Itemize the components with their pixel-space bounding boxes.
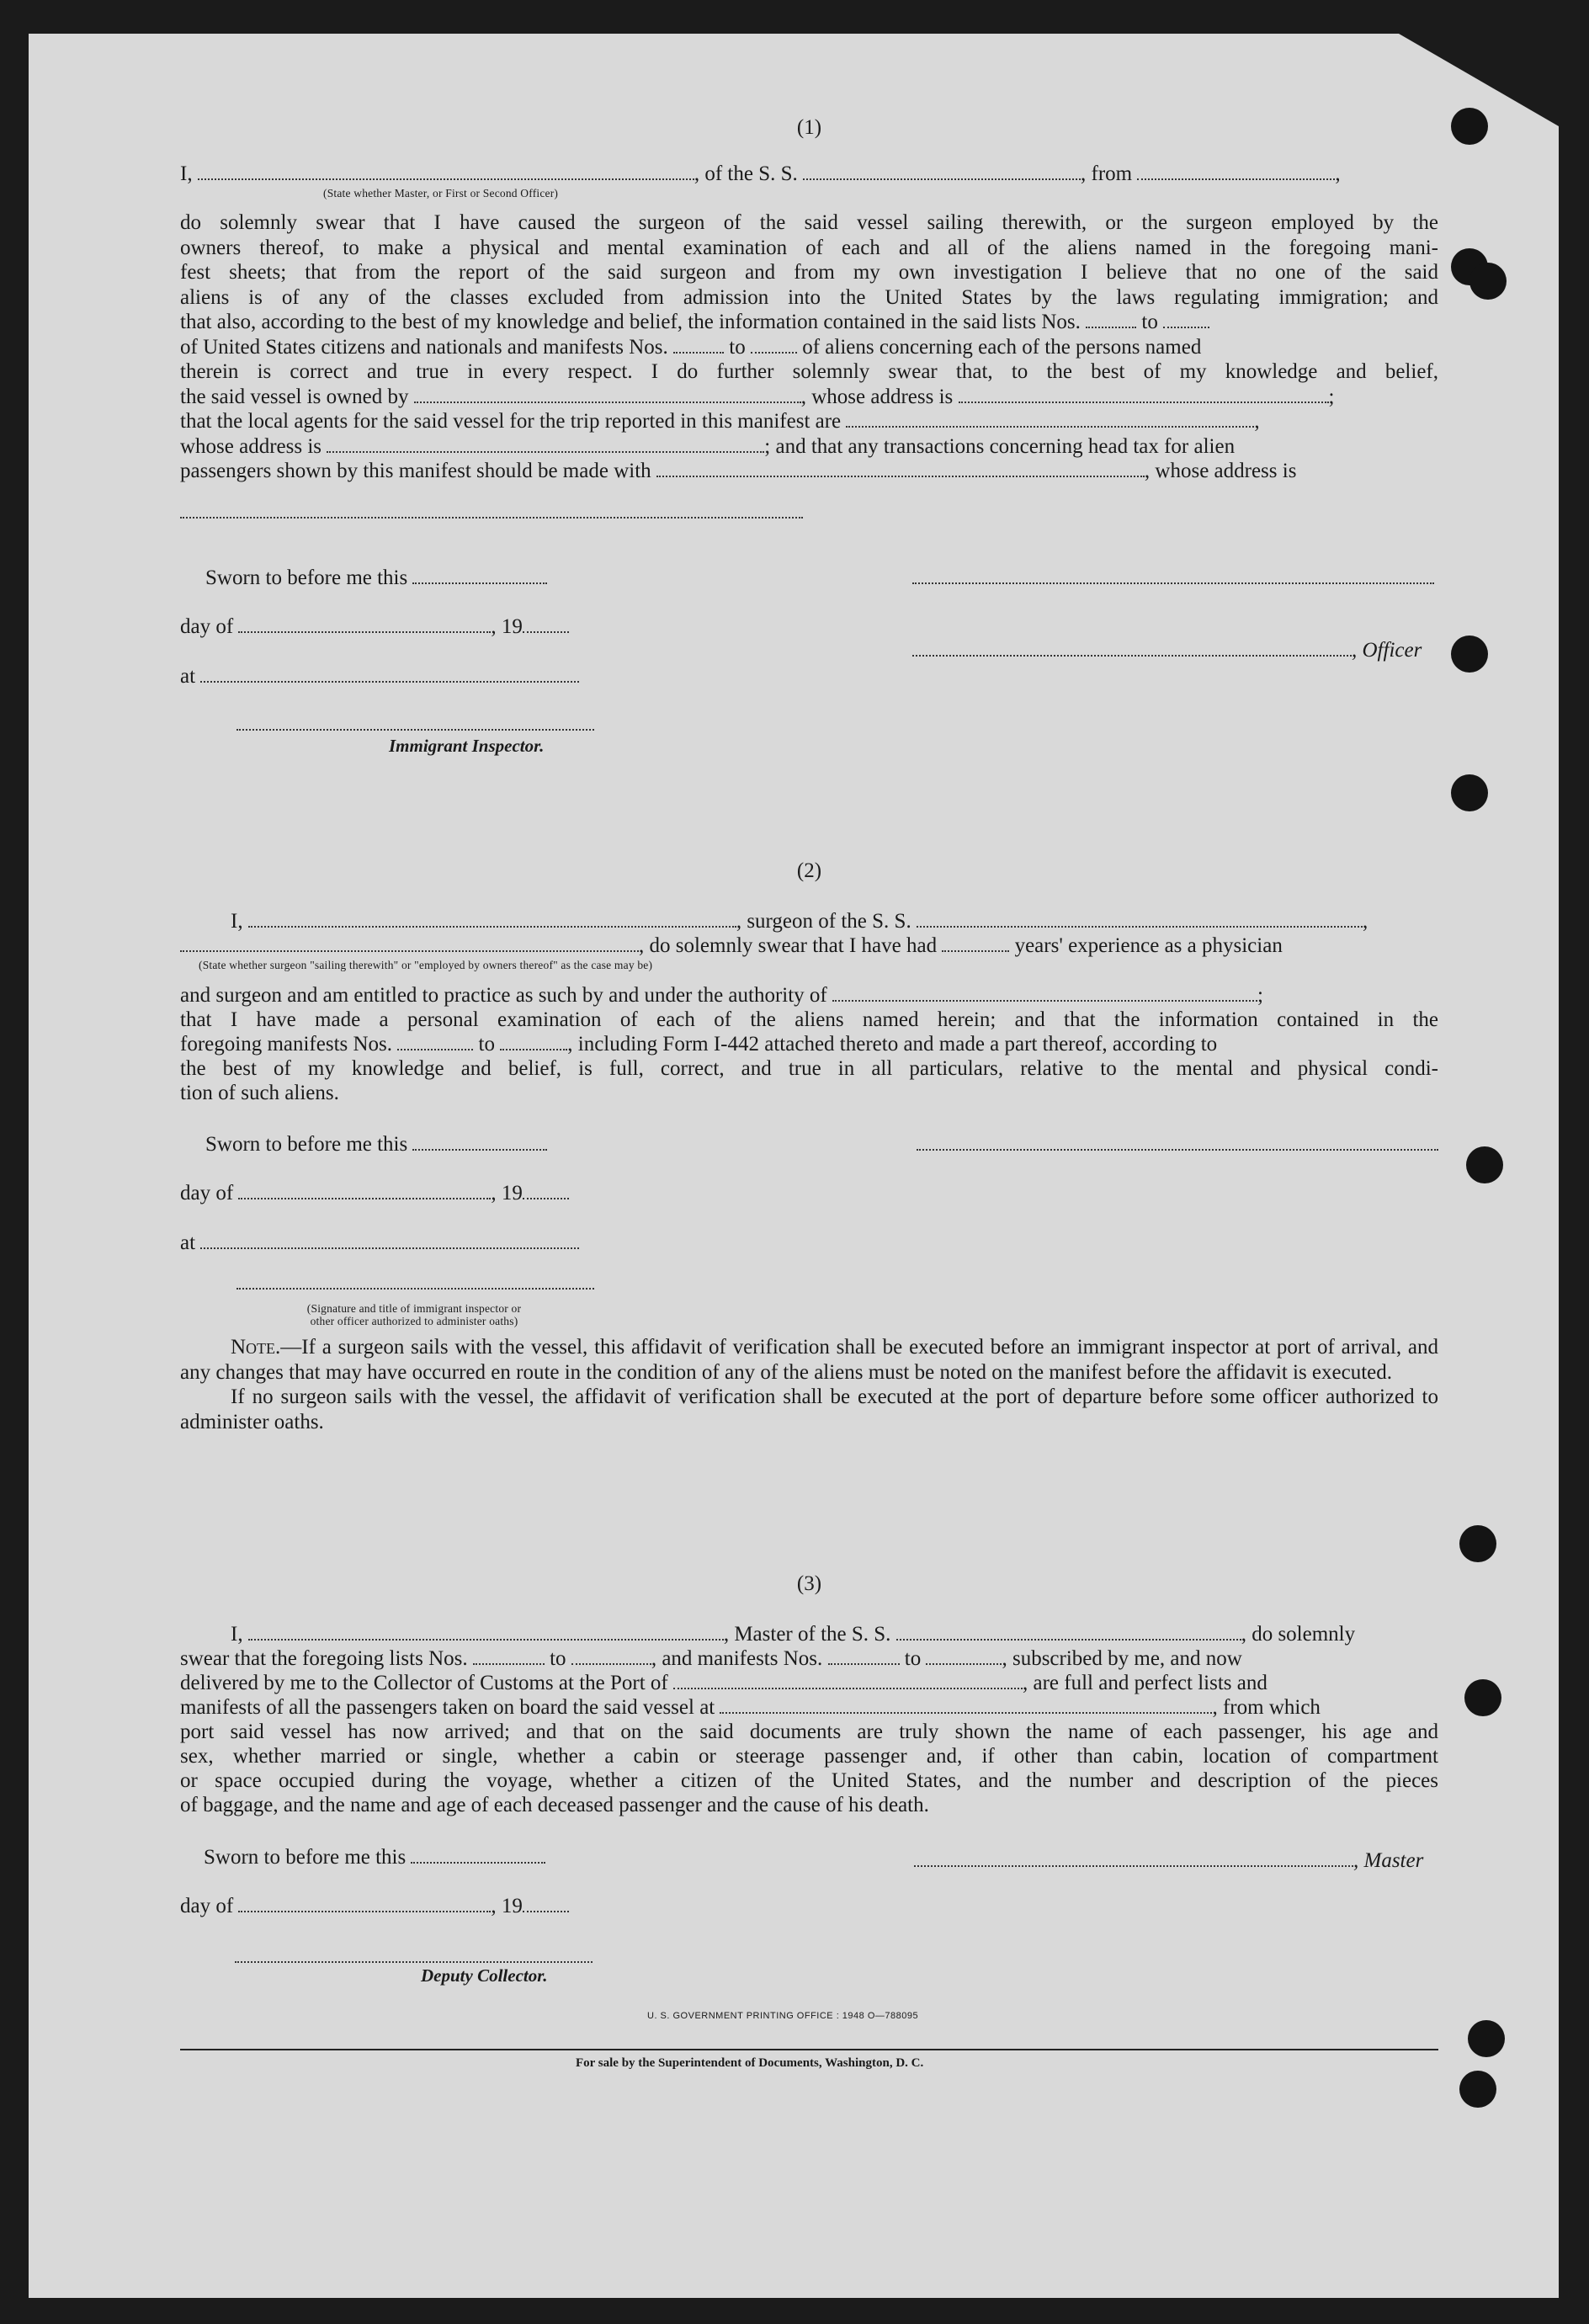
immigrant-inspector-caption: Immigrant Inspector.	[389, 736, 545, 756]
binder-hole	[1451, 108, 1488, 145]
owner-field[interactable]	[414, 386, 801, 403]
year-field[interactable]	[523, 616, 569, 633]
officer-name-field[interactable]	[198, 163, 694, 180]
day-of-field[interactable]	[238, 616, 491, 633]
section-2-sworn: Sworn to before me this	[205, 1132, 547, 1157]
section-1-sworn: Sworn to before me this	[205, 566, 547, 591]
inspector-signature-line[interactable]	[236, 729, 594, 731]
master-manifests-from-field[interactable]	[828, 1648, 900, 1665]
section-2-sig-note: (Signature and title of immigrant inspector or other officer authorized to administer oaths)	[306, 1302, 522, 1327]
binder-hole	[1469, 263, 1507, 300]
section-2-p4: the best of my knowledge and belief, is full, correct, and true in all particulars, relative to the mental and physical condi-	[180, 1057, 1438, 1080]
s3-year-field[interactable]	[523, 1896, 569, 1912]
section-2-line-2: , do solemnly swear that I have had years' experience as a physician	[180, 933, 1438, 959]
ship-name-field[interactable]	[803, 163, 1081, 180]
section-3-l4: manifests of all the passengers taken on board the said vessel at , from which	[180, 1696, 1321, 1719]
section-3-day: day of , 19	[180, 1894, 569, 1919]
sworn-date-field[interactable]	[412, 567, 547, 584]
section-1-line-1: I, , of the S. S. , from ,	[180, 162, 1341, 185]
section-3-l8: of baggage, and the name and age of each deceased passenger and the cause of his death.	[180, 1794, 929, 1816]
master-name-field[interactable]	[248, 1624, 724, 1641]
section-2-day: day of , 19	[180, 1181, 569, 1206]
manifests-nos-to-field[interactable]	[751, 337, 797, 354]
lists-nos-to-field[interactable]	[1163, 311, 1209, 328]
section-1-officer: , Officer	[912, 638, 1422, 663]
officer-signature-line[interactable]	[912, 582, 1434, 584]
section-2-p2: that I have made a personal examination of each of the aliens named herein; and that the information contained in the	[180, 1008, 1438, 1031]
section-2-p3: foregoing manifests Nos. to , including Form I-442 attached thereto and made a part thereof, according to	[180, 1033, 1218, 1056]
agents-address-field[interactable]	[327, 436, 764, 453]
port-of-field[interactable]	[673, 1673, 1023, 1689]
section-2-line-1: I, , surgeon of the S. S. ,	[231, 910, 1368, 933]
binder-hole	[1459, 2071, 1496, 2108]
surgeon-name-field[interactable]	[248, 911, 736, 928]
form-sheet	[29, 34, 1559, 2298]
section-2-at: at	[180, 1231, 579, 1256]
officer-title-field[interactable]	[912, 640, 1352, 657]
master-lists-from-field[interactable]	[473, 1648, 545, 1665]
section-2-p1: and surgeon and am entitled to practice as such by and under the authority of ;	[180, 984, 1263, 1007]
s2-day-of-field[interactable]	[238, 1183, 491, 1199]
section-2-p5: tion of such aliens.	[180, 1082, 339, 1104]
section-3-number: (3)	[796, 1572, 822, 1595]
from-port-field[interactable]	[1137, 163, 1335, 180]
master-lists-to-field[interactable]	[571, 1648, 651, 1665]
surgeon-ship-field[interactable]	[917, 911, 1363, 928]
s2-year-field[interactable]	[523, 1183, 569, 1199]
section-2-under-note: (State whether surgeon "sailing therewith" or "employed by owners thereof" as the case may be)	[199, 959, 653, 971]
footer-rule	[180, 2049, 1438, 2050]
master-signature-line[interactable]	[914, 1850, 1353, 1867]
section-3-l6: sex, whether married or single, whether a cabin or steerage passenger and, if other than cabin, location of compartment	[180, 1745, 1438, 1768]
local-agents-field[interactable]	[846, 411, 1254, 428]
s2-sworn-date-field[interactable]	[412, 1134, 547, 1151]
binder-hole	[1466, 1146, 1503, 1183]
binder-hole	[1459, 1525, 1496, 1562]
section-1-at: at	[180, 664, 579, 689]
s2-at-place-field[interactable]	[200, 1232, 579, 1249]
manifests-nos-from-field[interactable]	[673, 337, 724, 354]
surgeon-manifests-from-field[interactable]	[397, 1034, 473, 1050]
section-3-l1: I, , Master of the S. S. , do solemnly	[231, 1623, 1356, 1646]
years-experience-field[interactable]	[942, 935, 1009, 952]
surgeon-manifests-to-field[interactable]	[500, 1034, 567, 1050]
s2-inspector-signature-line[interactable]	[236, 1288, 594, 1290]
section-1-number: (1)	[796, 116, 822, 139]
s3-day-of-field[interactable]	[238, 1896, 491, 1912]
collector-signature-line[interactable]	[235, 1961, 593, 1963]
section-2-number: (2)	[796, 859, 822, 882]
practice-authority-field[interactable]	[832, 985, 1257, 1002]
for-sale-line: For sale by the Superintendent of Documents, Washington, D. C.	[576, 2056, 924, 2070]
head-tax-contact-field[interactable]	[656, 460, 1145, 477]
section-1-paragraph: do solemnly swear that I have caused the surgeon of the said vessel sailing therewith, or the surgeon employed by the owners thereof, to make a physical and mental examination of each and all of the aliens named in the foregoing mani- fest sheets; that from the report of the said surgeon and from my own investigation I believe that no one of the said aliens is of any of the classes excluded from admission into the United States by the laws regulating immigration; and that also, according to the best of my knowledge and belief, the information contained in the said lists Nos. to of United States citizens and nationals and manifests Nos. to of aliens concerning each of the persons named therein is correct and true in every respect. I do further solemnly swear that, to the best of my knowledge and belief, the said vessel is owned by , whose address is ; that the local agents for the said vessel for the trip reported in this manifest are , whose address is ; and that any transactions concerning head tax for alien passengers shown by this manifest should be made with , whose address is	[180, 211, 1438, 482]
section-3-master: , Master	[914, 1848, 1423, 1874]
deputy-collector-caption: Deputy Collector.	[421, 1965, 548, 1986]
binder-hole	[1451, 636, 1488, 673]
master-ship-field[interactable]	[896, 1624, 1241, 1641]
surgeon-status-field[interactable]	[180, 935, 639, 952]
printing-office-line: U. S. GOVERNMENT PRINTING OFFICE : 1948 O—788095	[647, 2011, 919, 2021]
binder-hole	[1468, 2020, 1505, 2057]
master-manifests-to-field[interactable]	[926, 1648, 1002, 1665]
s3-sworn-date-field[interactable]	[411, 1847, 545, 1864]
surgeon-signature-line[interactable]	[917, 1149, 1438, 1151]
owner-address-field[interactable]	[959, 386, 1329, 403]
section-1-day: day of , 19	[180, 614, 569, 640]
head-tax-address-field[interactable]	[180, 517, 803, 519]
lists-nos-from-field[interactable]	[1086, 311, 1136, 328]
section-3-l5: port said vessel has now arrived; and that on the said documents are truly shown the name of each passenger, his age and	[180, 1720, 1438, 1743]
section-3-sworn: Sworn to before me this	[204, 1845, 545, 1870]
section-3-l7: or space occupied during the voyage, whether a citizen of the United States, and the number and description of the pieces	[180, 1769, 1438, 1792]
section-1-under-note: (State whether Master, or First or Second Officer)	[323, 187, 559, 199]
section-3-l2: swear that the foregoing lists Nos. to , and manifests Nos. to , subscribed by me, and now	[180, 1647, 1242, 1670]
binder-hole	[1451, 774, 1488, 811]
binder-hole	[1464, 1679, 1501, 1716]
boarding-port-field[interactable]	[720, 1697, 1212, 1714]
section-2-note: Note.—If a surgeon sails with the vessel, this affidavit of verification shall be executed before an immigrant inspector at port of arrival, and any changes that may have occurred en route in the condition of any of the aliens must be noted on the manifest before the affidavit is executed. If no surgeon sails with the vessel, the affidavit of verification shall be executed at the port of departure before some officer authorized to administer oaths.	[180, 1336, 1438, 1433]
at-place-field[interactable]	[200, 666, 579, 683]
section-3-l3: delivered by me to the Collector of Customs at the Port of , are full and perfect lists and	[180, 1672, 1267, 1694]
